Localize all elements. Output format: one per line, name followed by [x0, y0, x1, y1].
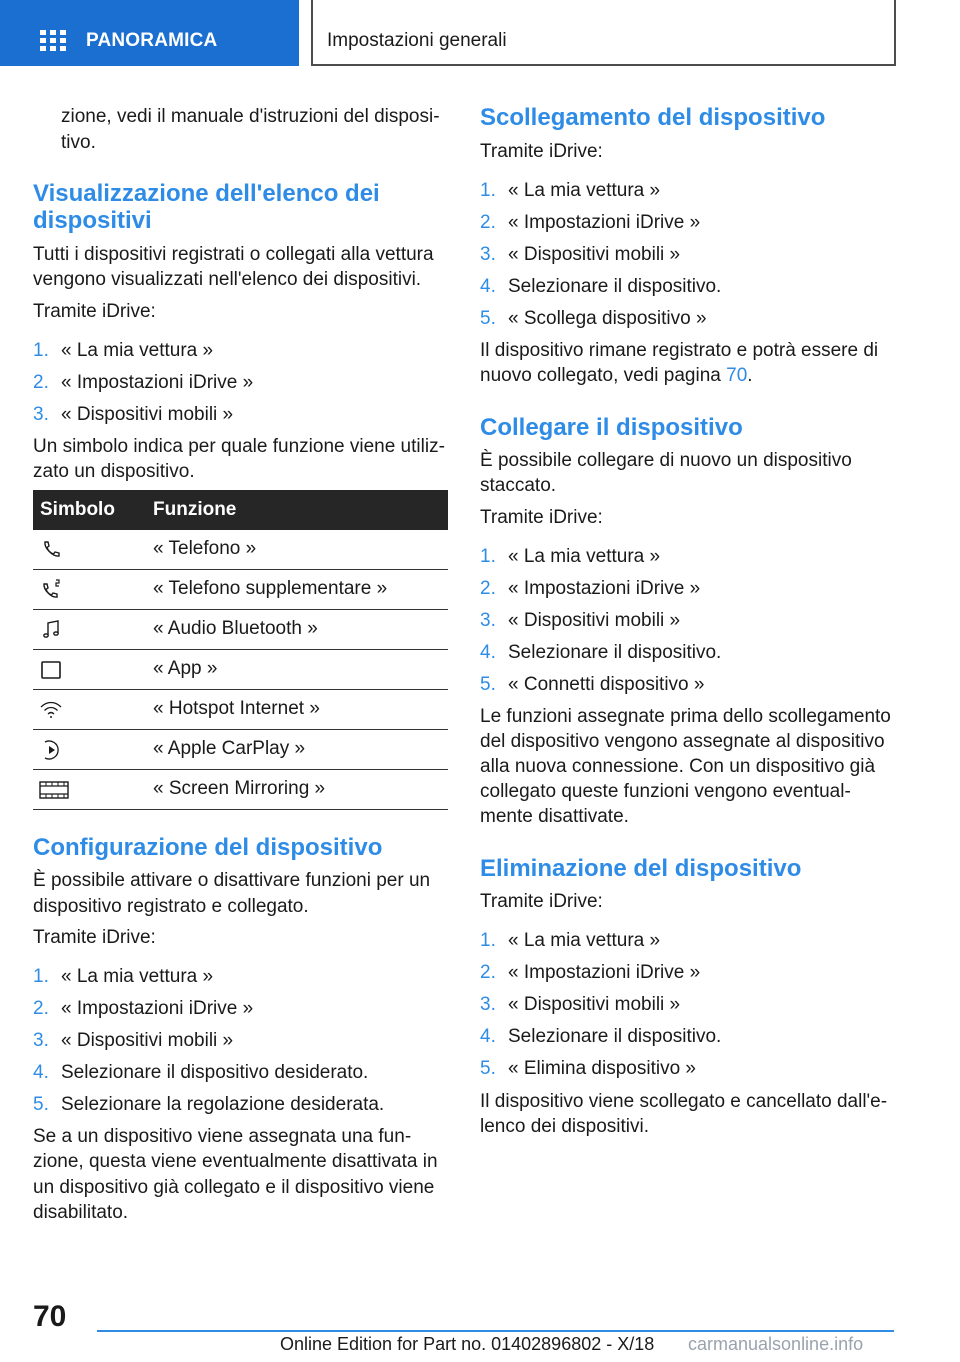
paragraph-line: Il dispositivo viene scollegato e cancellato dall'e-: [480, 1091, 888, 1112]
heading-connect: Collegare il dispositivo: [480, 414, 743, 441]
phone-secondary-icon: [39, 578, 63, 602]
table-header: [33, 490, 448, 530]
paragraph-line: Un simbolo indica per quale funzione viene utiliz-: [33, 436, 445, 457]
carplay-play-icon: [39, 738, 63, 762]
paragraph-line: zione, questa viene eventualmente disattivata in: [33, 1151, 438, 1172]
heading-device-config: Configurazione del dispositivo: [33, 834, 383, 861]
column-header-function: Funzione: [153, 499, 237, 520]
table-row: [33, 530, 448, 570]
watermark: carmanualsonline.info: [688, 1334, 864, 1354]
paragraph-line: Se a un dispositivo viene assegnata una fun-: [33, 1126, 412, 1147]
heading-disconnect: Scollegamento del dispositivo: [480, 104, 826, 131]
overview-nav-button[interactable]: [0, 0, 299, 66]
table-row: [33, 730, 448, 770]
phone-icon: [39, 538, 63, 562]
paragraph-line: alla nuova connessione. Con un dispositivo già: [480, 756, 876, 777]
paragraph-line: È possibile collegare di nuovo un dispositivo: [480, 450, 852, 471]
paragraph-line: Tutti i dispositivi registrati o collegati alla vettura: [33, 244, 434, 265]
heading-device-list-cont: dispositivi: [33, 207, 152, 234]
function-label: « Audio Bluetooth »: [153, 618, 318, 639]
paragraph-line: È possibile attivare o disattivare funzioni per un: [33, 870, 431, 891]
heading-delete: Eliminazione del dispositivo: [480, 855, 802, 882]
section-title: Impostazioni generali: [327, 30, 507, 51]
section-header: [311, 0, 896, 66]
paragraph-line: dispositivo registrato e collegato.: [33, 896, 309, 917]
overview-nav-label: PANORAMICA: [86, 30, 218, 51]
via-idrive-label: Tramite iDrive:: [33, 927, 156, 948]
paragraph-line: staccato.: [480, 475, 557, 496]
paragraph-line: del dispositivo vengono assegnate al dispositivo: [480, 731, 885, 752]
via-idrive-label: Tramite iDrive:: [480, 141, 603, 162]
app-square-icon: [39, 658, 63, 682]
via-idrive-label: Tramite iDrive:: [33, 301, 156, 322]
function-label: « Hotspot Internet »: [153, 698, 320, 719]
table-row: [33, 690, 448, 730]
wifi-hotspot-icon: [39, 698, 63, 722]
heading-device-list: Visualizzazione dell'elenco dei: [33, 180, 380, 207]
function-label: « Apple CarPlay »: [153, 738, 306, 759]
function-label: « Telefono »: [153, 538, 257, 559]
column-header-symbol: Simbolo: [40, 499, 115, 520]
paragraph-line: mente disattivate.: [480, 806, 629, 827]
music-note-icon: [39, 618, 63, 642]
paragraph-line: Il dispositivo rimane registrato e potrà essere di: [480, 340, 879, 361]
edition-text: Online Edition for Part no. 01402896802 - X/18: [280, 1334, 655, 1354]
paragraph-line: Le funzioni assegnate prima dello scollegamento: [480, 706, 891, 727]
continued-text-line: zione, vedi il manuale d'istruzioni del disposi-: [61, 106, 440, 127]
paragraph-line: lenco dei dispositivi.: [480, 1116, 649, 1137]
paragraph-line: vengono visualizzati nell'elenco dei dispositivi.: [33, 269, 422, 290]
table-row: [33, 610, 448, 650]
grid-menu-icon: [40, 30, 67, 51]
page-link[interactable]: 70: [726, 365, 748, 386]
paragraph-line: nuovo collegato, vedi pagina 70.: [480, 365, 753, 386]
via-idrive-label: Tramite iDrive:: [480, 507, 603, 528]
function-label: « App »: [153, 658, 218, 679]
page-number: 70: [33, 1300, 67, 1333]
function-label: « Telefono supplementare »: [153, 578, 388, 599]
table-row: [33, 770, 448, 810]
continued-text-line: tivo.: [61, 132, 96, 153]
footer-divider: [97, 1330, 894, 1332]
table-row: [33, 650, 448, 690]
via-idrive-label: Tramite iDrive:: [480, 891, 603, 912]
paragraph-line: collegato queste funzioni vengono eventual-: [480, 781, 851, 802]
table-row: [33, 570, 448, 610]
paragraph-line: zato un dispositivo.: [33, 461, 195, 482]
paragraph-line: disabilitato.: [33, 1202, 129, 1223]
function-label: « Screen Mirroring »: [153, 778, 326, 799]
screen-mirroring-icon: [39, 778, 69, 802]
paragraph-line: un dispositivo già collegato e il dispositivo viene: [33, 1177, 435, 1198]
